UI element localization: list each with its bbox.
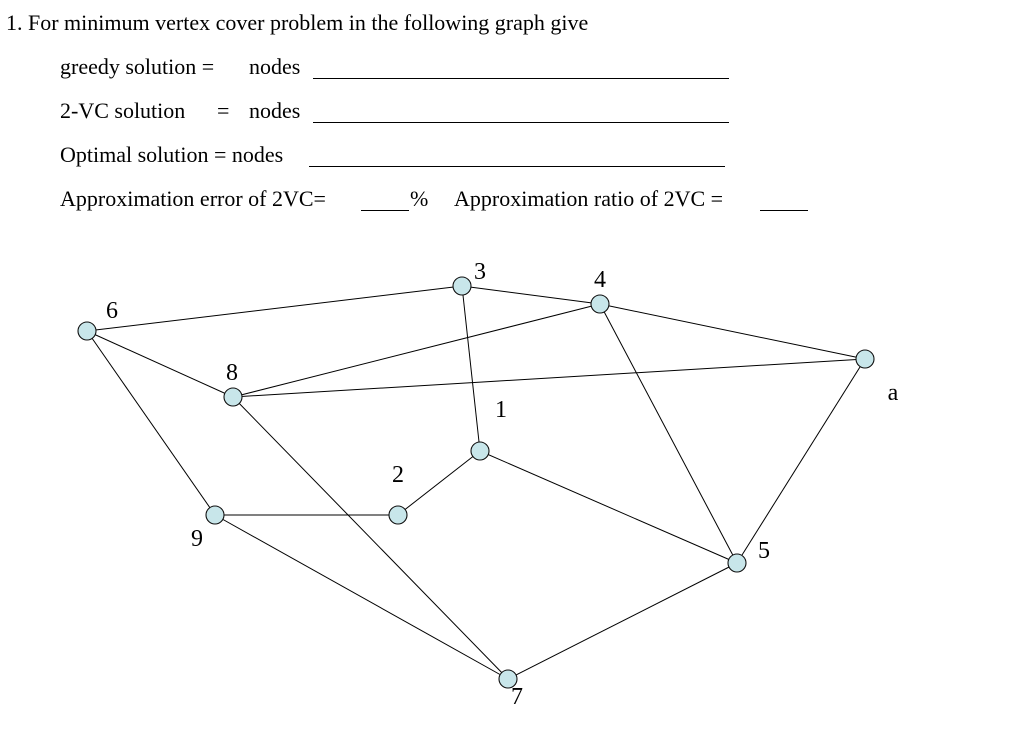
graph-edge-n8-n7 [233,397,508,679]
graph-edge-n9-n7 [215,515,508,679]
greedy-solution-label: greedy solution = [60,54,215,79]
graph-node-n4 [591,295,609,313]
graph-edge-n5-n7 [508,563,737,679]
graph-edge-n6-n8 [87,331,233,397]
graph-edge-n6-n9 [87,331,215,515]
graph-node-label-n1: 1 [495,397,507,423]
approx-error-label: Approximation error of 2VC= [60,186,326,211]
approx-ratio-label: Approximation ratio of 2VC = [454,186,724,211]
twovc-nodes-label: nodes [249,98,301,123]
graph-edge-n6-n3 [87,286,462,331]
graph-node-n8 [224,388,242,406]
graph-node-label-n3: 3 [474,259,486,285]
graph-node-n1 [471,442,489,460]
graph-edge-n1-n2 [398,451,480,515]
twovc-solution-label: 2-VC solution [60,98,186,123]
graph-node-n3 [453,277,471,295]
graph-edge-na-n5 [737,359,865,563]
question-title: 1. For minimum vertex cover problem in the following graph give [6,10,589,35]
graph-edge-n1-n5 [480,451,737,563]
graph-edge-n4-n8 [233,304,600,397]
graph-node-na [856,350,874,368]
greedy-nodes-label: nodes [249,54,301,79]
graph-edges [87,286,865,679]
graph-node-label-n4: 4 [594,267,606,293]
graph-labels [106,259,899,710]
graph-edge-n4-n5 [600,304,737,563]
graph-node-label-n7: 7 [511,684,523,710]
graph-node-label-n8: 8 [226,360,238,386]
graph-edge-n8-na [233,359,865,397]
graph-node-label-n9: 9 [191,526,203,552]
graph-node-label-n6: 6 [106,298,118,324]
graph-nodes [78,277,874,688]
graph-node-label-na: a [887,380,899,406]
twovc-equals-sign: = [217,98,230,123]
graph-node-n5 [728,554,746,572]
graph-edge-n3-n1 [462,286,480,451]
graph-edge-n3-n4 [462,286,600,304]
approx-percent-sign: % [410,186,429,211]
graph-node-label-n2: 2 [392,462,404,488]
graph-node-label-n5: 5 [758,538,770,564]
graph-node-n2 [389,506,407,524]
graph-node-n6 [78,322,96,340]
graph-edge-n4-na [600,304,865,359]
optimal-solution-label: Optimal solution = nodes [60,142,284,167]
graph-node-n9 [206,506,224,524]
